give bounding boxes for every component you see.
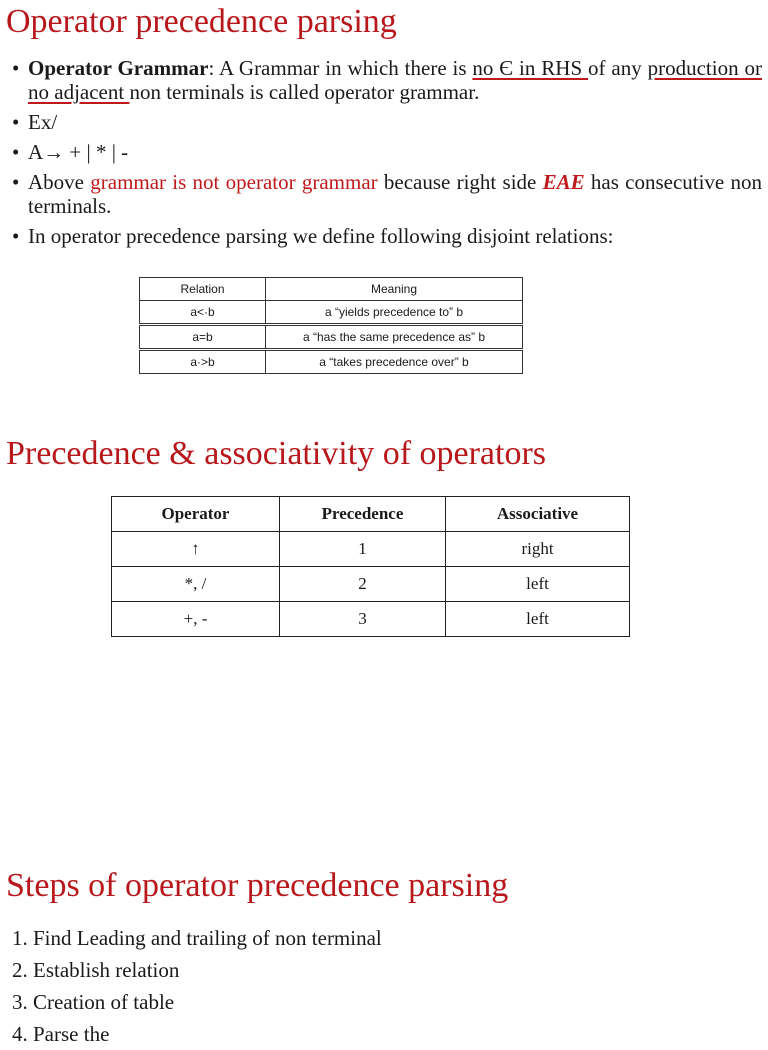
- term-colon: :: [208, 56, 215, 80]
- term-operator-grammar: Operator Grammar: [28, 56, 209, 80]
- bullet-production: [12, 140, 762, 164]
- associative-cell: right: [446, 532, 630, 567]
- list-item: 1. Find Leading and trailing of non terminal: [12, 926, 382, 950]
- highlight-eae: EAE: [542, 170, 585, 194]
- bullet-not-operator-grammar: [12, 170, 762, 218]
- bullet-dot: •: [12, 110, 20, 134]
- definition-text-3: non terminals is called operator grammar.: [129, 80, 480, 104]
- precedence-cell: 3: [280, 602, 446, 637]
- page-title: Operator precedence parsing: [6, 3, 397, 40]
- associative-cell: left: [446, 602, 630, 637]
- operator-cell: ↑: [112, 532, 280, 567]
- relation-cell: a·>b: [140, 350, 266, 374]
- precedence-cell: 1: [280, 532, 446, 567]
- meaning-cell: a “yields precedence to” b: [266, 301, 523, 325]
- precedence-cell: 2: [280, 567, 446, 602]
- example-label: Ex/: [28, 110, 58, 134]
- header-meaning: Meaning: [266, 278, 523, 301]
- underlined-no-adjacent: production or no adjacent: [28, 56, 762, 104]
- operator-cell: *, /: [112, 567, 280, 602]
- relation-cell: a<·b: [140, 301, 266, 325]
- definition-text-1: A Grammar in which there is: [214, 56, 473, 80]
- section-title-steps: Steps of operator precedence parsing: [6, 867, 509, 904]
- underlined-no-epsilon: no Є in RHS: [472, 56, 589, 80]
- operator-cell: +, -: [112, 602, 280, 637]
- relations-table: [139, 277, 523, 374]
- table-header-row: [140, 278, 523, 301]
- associative-cell: left: [446, 567, 630, 602]
- header-associative: Associative: [446, 497, 630, 532]
- header-relation: Relation: [140, 278, 266, 301]
- header-operator: Operator: [112, 497, 280, 532]
- bullet-dot: •: [12, 140, 20, 164]
- table-row: [112, 567, 630, 602]
- list-item: 3. Creation of table: [12, 990, 175, 1014]
- production-rule: A→ + | * | -: [28, 140, 129, 164]
- definition-text-2: of any: [588, 56, 648, 80]
- bullet-list: [12, 56, 762, 254]
- table-row: [112, 532, 630, 567]
- bullet-operator-grammar: [12, 56, 762, 104]
- relation-cell: a=b: [140, 325, 266, 350]
- table-row: [140, 350, 523, 374]
- table-row: [140, 301, 523, 325]
- header-precedence: Precedence: [280, 497, 446, 532]
- list-item: 2. Establish relation: [12, 958, 180, 982]
- steps-list: [12, 922, 382, 1050]
- meaning-cell: a “has the same precedence as” b: [266, 325, 523, 350]
- table-row: [112, 602, 630, 637]
- highlight-not-operator-grammar: grammar is not operator grammar: [90, 170, 378, 194]
- explain-text-2: because right side: [377, 170, 543, 194]
- bullet-dot: •: [12, 56, 20, 80]
- bullet-dot: •: [12, 170, 20, 194]
- bullet-dot: •: [12, 224, 20, 248]
- table-row: [140, 325, 523, 350]
- section-title-precedence: Precedence & associativity of operators: [6, 435, 547, 472]
- table-header-row: [112, 497, 630, 532]
- explain-text-1: Above: [28, 170, 91, 194]
- relations-intro: In operator precedence parsing we define following disjoint relations:: [28, 224, 614, 248]
- precedence-table: [111, 496, 630, 637]
- explain-text-3: has consecutive non terminals.: [28, 170, 763, 218]
- bullet-disjoint-relations: [12, 224, 762, 248]
- meaning-cell: a “takes precedence over” b: [266, 350, 523, 374]
- bullet-example: [12, 110, 762, 134]
- list-item: 4. Parse the: [12, 1022, 110, 1046]
